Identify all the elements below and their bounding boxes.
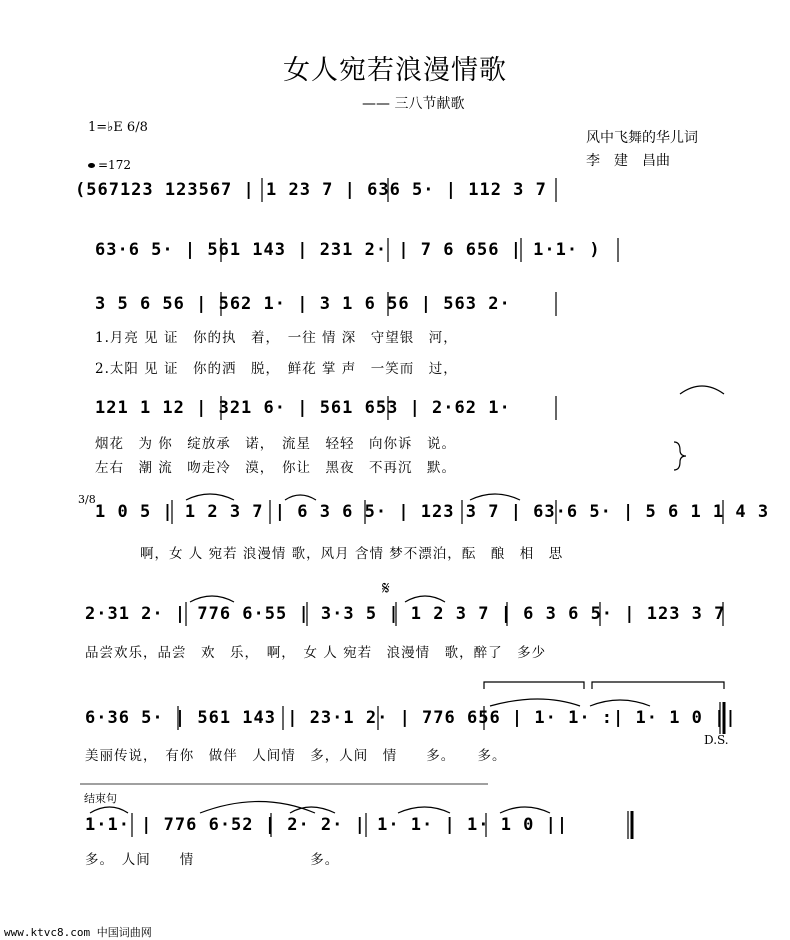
- slur: [200, 802, 315, 814]
- slur: [190, 596, 234, 602]
- score-row-7-notes: 6·36 5· | 561 143 | 23·1 2· | 776 656 | 1· 1· :| 1· 1 0 ||: [85, 708, 737, 728]
- score-row-8-lyrics: 多。 人间 情 多。: [85, 852, 340, 868]
- score-row-3-notes: 3 5 6 56 | 562 1· | 3 1 6 56 | 563 2·: [95, 294, 511, 314]
- score-row-6-lyrics: 品尝欢乐，品尝 欢 乐， 啊， 女 人 宛若 浪漫情 歌，醉了 多少: [85, 645, 547, 661]
- slur: [285, 495, 316, 500]
- score-row-4-notes: 121 1 12 | 321 6· | 561 653 | 2·62 1·: [95, 398, 511, 418]
- slur: [590, 700, 650, 706]
- score-row-1-notes: (567123 123567 | 1 23 7 | 636 5· | 112 3 7: [75, 180, 547, 200]
- score-row-8-notes: 1·1· | 776 6·52 | 2· 2· | 1· 1· | 1· 1 0 ||: [85, 815, 569, 835]
- slur: [500, 807, 550, 813]
- slur: [405, 596, 445, 602]
- score-row-6-notes: 2·31 2· | 776 6·55 | 3·3 5 | 1 2 3 7 | 6 3 6 5· | 123 3 7: [85, 604, 726, 624]
- song-title: 女人宛若浪漫情歌: [283, 55, 507, 86]
- slur: [398, 807, 450, 813]
- score-row-2-notes: 63·6 5· | 561 143 | 231 2· | 7 6 656 | 1·1· ): [95, 240, 601, 260]
- score-row-5-lyrics: 啊，女 人 宛若 浪漫情 歌，风月 含情 梦不漂泊，酝 酿 相 思: [140, 546, 564, 562]
- time-change-signature: 3/8: [78, 493, 96, 506]
- segno-sign: 𝄋: [382, 578, 390, 599]
- score-row-3-lyrics-verse-1: 1.月亮 见 证 你的执 着， 一往 情 深 守望银 河，: [95, 330, 458, 346]
- score-row-4-lyrics-verse-2: 左右 潮 流 吻走冷 漠， 你让 黑夜 不再沉 默。: [95, 460, 457, 476]
- score-row-4-lyrics-verse-1: 烟花 为 你 绽放承 诺， 流星 轻轻 向你诉 说。: [95, 436, 457, 452]
- verse-brace: [674, 442, 686, 470]
- key-signature: 1=♭E 6/8: [88, 120, 148, 135]
- slur: [186, 494, 234, 500]
- score-row-5-notes: 1 0 5 | 1 2 3 7 | 6 3 6 5· | 123 3 7 | 63·6 5· | 5 6 1 1 4 3: [95, 502, 770, 522]
- slur: [90, 807, 128, 813]
- lyricist-credit: 风中飞舞的华儿词: [586, 130, 698, 146]
- composer-credit: 李 建 昌曲: [586, 153, 670, 169]
- ds-marking: D.S.: [704, 733, 729, 747]
- slur: [470, 494, 520, 500]
- score-row-7-lyrics: 美丽传说， 有你 做伴 人间情 多，人间 情 多。 多。: [85, 748, 507, 764]
- song-subtitle: —— 三八节献歌: [362, 96, 465, 112]
- tempo-value: =172: [98, 158, 131, 172]
- slur: [490, 699, 580, 706]
- ending-label: 结束句: [84, 792, 117, 805]
- score-row-3-lyrics-verse-2: 2.太阳 见 证 你的洒 脱， 鲜花 掌 声 一笑而 过，: [95, 361, 458, 377]
- volta-bracket-2: [592, 682, 724, 689]
- site-footer: www.ktvc8.com 中国词曲网: [4, 926, 152, 939]
- volta-bracket-1: [484, 682, 584, 689]
- slur: [680, 386, 724, 394]
